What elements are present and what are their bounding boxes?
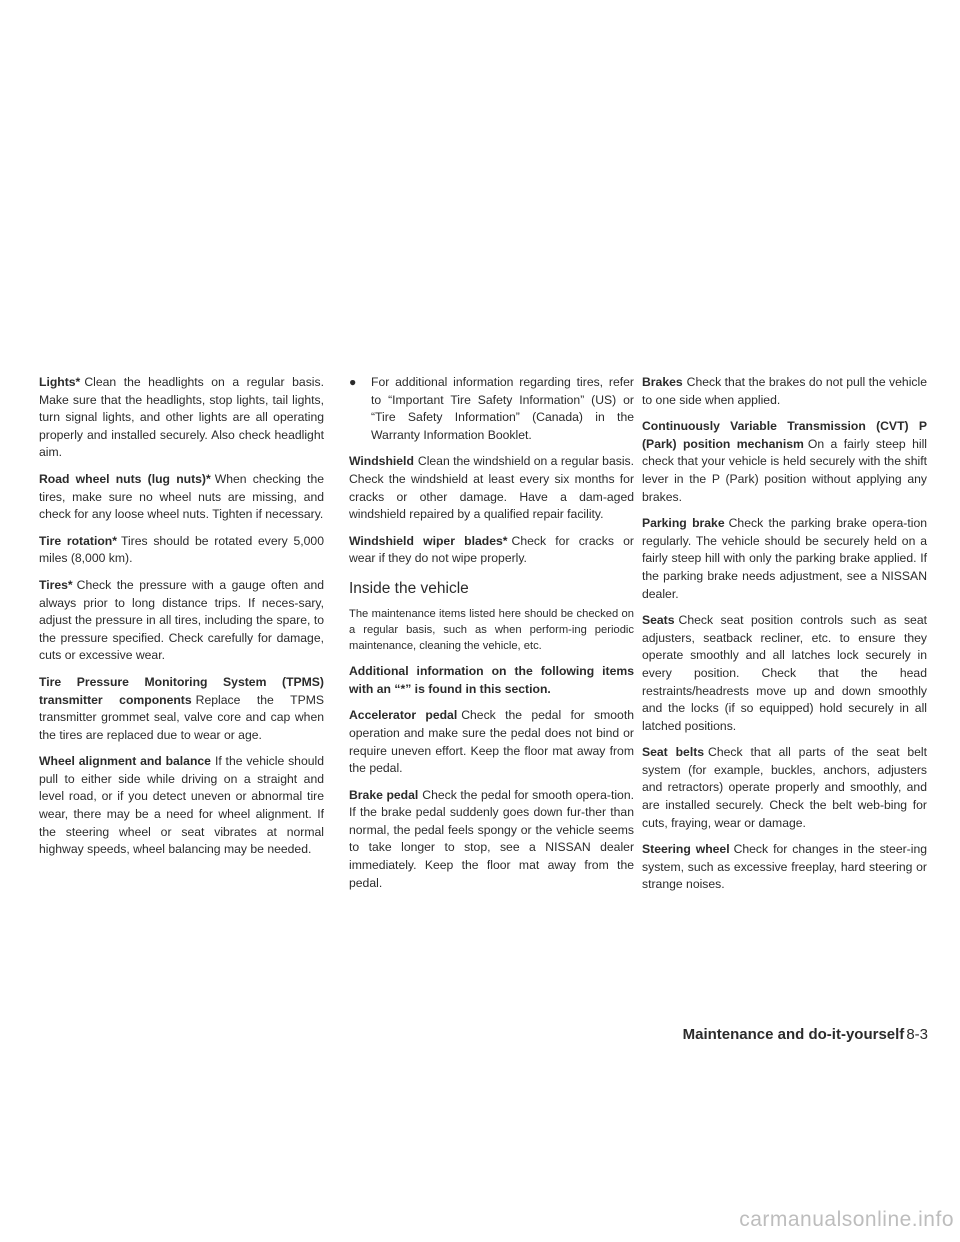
column-left — [39, 374, 324, 868]
item-accelerator-pedal: Accelerator pedal Check the pedal for smooth operation and make sure the pedal does not bind or require uneven effort. Keep the floor mat away from the pedal. — [349, 708, 634, 776]
bullet-icon: ● — [349, 375, 357, 389]
item-tires: Tires* Check the pressure with a gauge often and always prior to long distance trips. If neces-sary, adjust the pressure in all tires, including the spare, to the pressure specified. Check carefully for damage, cuts or excessive wear. — [39, 577, 324, 663]
watermark — [0, 1208, 960, 1232]
item-wiper-blades: Windshield wiper blades* Check for cracks or wear if they do not wipe properly. — [349, 533, 634, 566]
additional-info-note: Additional information on the following items with an “*” is found in this section. — [349, 664, 634, 696]
item-windshield: Windshield Clean the windshield on a regular basis. Check the windshield at least every six months for cracks or other damage. Have a dam-aged windshield repaired by a qualified repair facility. — [349, 454, 635, 522]
item-seats: Seats Check seat position controls such as seat adjusters, seatback recliner, etc. to ensure they operate smoothly and all latches lock securely in every position. Check that the head restraints/headrests move up and down smoothly and the locks (if so equipped) hold securely in all latched positions. — [642, 613, 927, 733]
item-tpms: Tire Pressure Monitoring System (TPMS) transmitter components Replace the TPMS transmitter grommet seal, valve core and cap when the tires are replaced due to wear or age. — [39, 674, 324, 742]
item-seat-belts: Seat belts Check that all parts of the seat belt system (for example, buckles, anchors, adjusters and retractors) operate properly and smoothly, and are installed securely. Check the belt web-bing for cuts, fraying, wear or damage. — [642, 745, 927, 830]
item-cvt-park: Continuously Variable Transmission (CVT) P (Park) position mechanism On a fairly steep hill check that your vehicle is held securely with the shift lever in the P (Park) position without applying any brakes. — [642, 419, 928, 504]
section-title-inside: Inside the vehicle — [349, 579, 469, 597]
watermark-text: carmanualsonline.info — [739, 1208, 954, 1231]
footer-section-title: Maintenance and do-it-yourself — [682, 1026, 905, 1043]
item-parking-brake: Parking brake Check the parking brake opera-tion regularly. The vehicle should be securely held on a fairly steep hill with only the parking brake applied. If the parking brake needs adjustment, see a NISSAN dealer. — [642, 516, 927, 601]
item-road-wheel-nuts: Road wheel nuts (lug nuts)* When checking the tires, make sure no wheel nuts are missing, and check for any loose wheel nuts. Tighten if necessary. — [39, 471, 324, 522]
item-brake-pedal: Brake pedal Check the pedal for smooth opera-tion. If the brake pedal suddenly goes down fur-ther than normal, the pedal feels spongy or the vehicle seems to take longer to stop, see a NISSAN dealer immediately. Keep the floor mat away from the pedal. — [349, 787, 634, 890]
item-lights: Lights* Clean the headlights on a regular basis. Make sure that the headlights, stop lights, tail lights, turn signal lights, and other lights are all operating properly and installed securely. Also check headlight aim. — [39, 375, 324, 460]
item-brakes: Brakes Check that the brakes do not pull the vehicle to one side when applied. — [642, 375, 927, 407]
bullet-tire-info: ● For additional information regarding tires, refer to “Important Tire Safety Information” (US) or “Tire Safety Information” (Canada) in the Warranty Information Booklet. — [349, 374, 634, 444]
page-number: 8-3 — [906, 1026, 928, 1043]
item-wheel-alignment: Wheel alignment and balance If the vehicle should pull to either side while driving on a straight and level road, or if you detect uneven or abnormal tire wear, there may be a need for wheel alignment. If the steering wheel or seat vibrates at normal highway speeds, wheel balancing may be needed. — [39, 754, 324, 857]
column-right — [642, 374, 927, 903]
item-tire-rotation: Tire rotation* Tires should be rotated every 5,000 miles (8,000 km). — [39, 533, 324, 566]
section-intro: The maintenance items listed here should be checked on a regular basis, such as when perform-ing periodic maintenance, cleaning the vehicle, etc. — [349, 607, 634, 652]
column-middle — [349, 374, 634, 901]
page-footer — [660, 1026, 928, 1043]
item-steering-wheel: Steering wheel Check for changes in the steer-ing system, such as excessive freeplay, hard steering or strange noises. — [642, 842, 927, 892]
